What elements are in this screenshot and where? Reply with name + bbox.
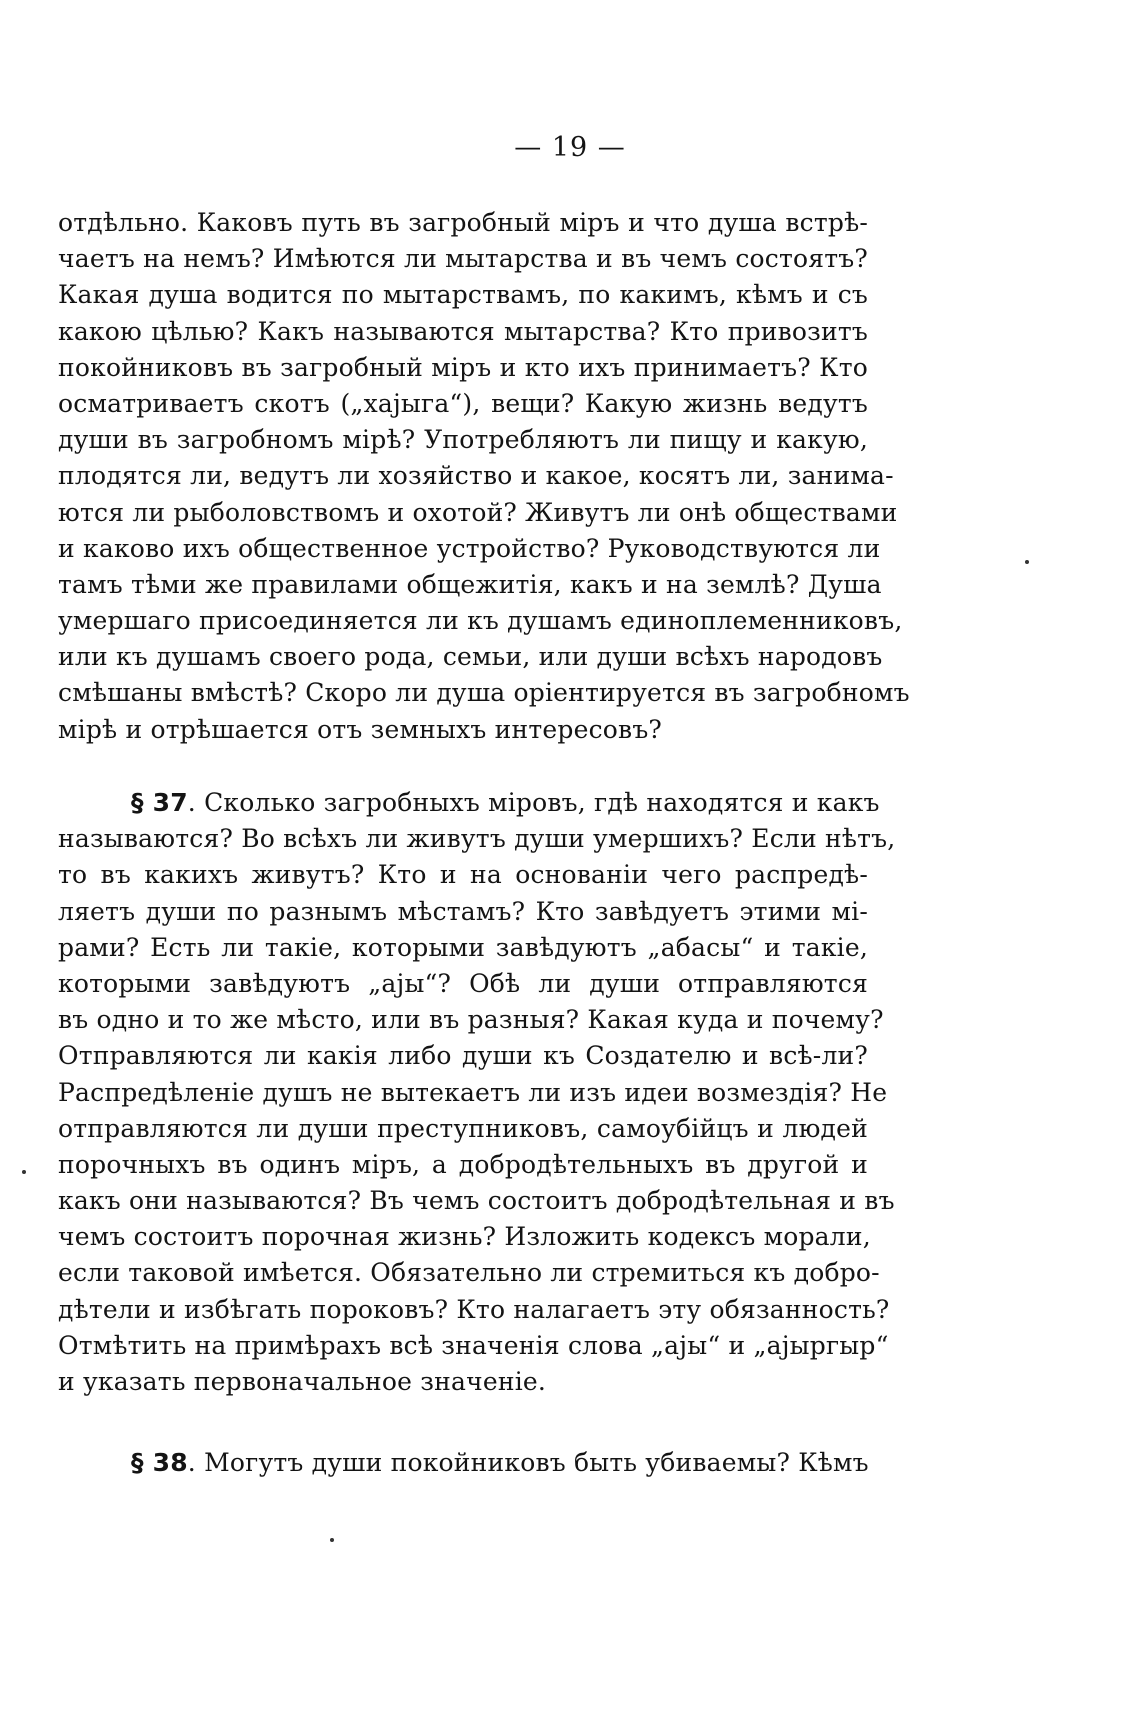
section-37 <box>58 785 896 1400</box>
text-line: чаетъ на немъ? Имѣются ли мытарства и въ чемъ состоятъ? <box>58 244 868 274</box>
text-line: умершаго присоединяется ли къ душамъ единоплеменниковъ, <box>58 606 903 636</box>
text-line: Отмѣтить на примѣрахъ всѣ значенія слова „аjы“ и „аjыргыр“ <box>58 1330 889 1360</box>
text-line: то въ какихъ живутъ? Кто и на основаніи чего распредѣ- <box>58 860 868 890</box>
page-number: — 19 — <box>514 132 626 163</box>
text-line: порочныхъ въ одинъ міръ, а добродѣтельныхъ въ другой и <box>58 1149 868 1179</box>
text-line: ляетъ души по разнымъ мѣстамъ? Кто завѣдуетъ этими мі- <box>58 896 868 926</box>
text-line: какъ они называются? Въ чемъ состоитъ добродѣтельная и въ <box>58 1186 895 1216</box>
text-line: Отправляются ли какія либо души къ Создателю и всѣ-ли? <box>58 1041 868 1071</box>
text-line: въ одно и то же мѣсто, или въ разныя? Какая куда и почему? <box>58 1005 884 1035</box>
text-line: и указать первоначальное значеніе. <box>58 1367 547 1396</box>
text-line: души въ загробномъ мірѣ? Употребляютъ ли пищу и какую, <box>58 425 868 455</box>
section-37-first-line <box>58 785 880 821</box>
text-line: рами? Есть ли такіе, которыми завѣдуютъ „абасы“ и такіе, <box>58 932 868 962</box>
text-line: покойниковъ въ загробный міръ и кто ихъ принимаетъ? Кто <box>58 352 868 382</box>
text-line: какою цѣлью? Какъ называются мытарства? Кто привозитъ <box>58 316 868 346</box>
section-number: § 38 <box>131 1448 188 1477</box>
print-speck <box>330 1538 334 1542</box>
text-line: которыми завѣдуютъ „аjы“? Обѣ ли души отправляются <box>58 968 868 998</box>
text-line: и каково ихъ общественное устройство? Руководствуются ли <box>58 533 881 563</box>
text-line: дѣтели и избѣгать пороковъ? Кто налагаетъ эту обязанность? <box>58 1294 890 1324</box>
print-speck <box>22 1170 26 1174</box>
text-line: смѣшаны вмѣстѣ? Скоро ли душа оріентируется въ загробномъ <box>58 678 910 708</box>
print-speck <box>1025 560 1029 564</box>
section-number: § 37 <box>131 788 188 817</box>
text-fragment: . Могутъ души покойниковъ быть убиваемы? Кѣмъ <box>187 1448 869 1477</box>
text-line: чемъ состоитъ порочная жизнь? Изложить кодексъ морали, <box>58 1222 871 1252</box>
text-line: Распредѣленіе душъ не вытекаетъ ли изъ идеи возмездія? Не <box>58 1077 888 1107</box>
text-line: мірѣ и отрѣшается отъ земныхъ интересовъ? <box>58 714 663 744</box>
text-line: Какая душа водится по мытарствамъ, по какимъ, кѣмъ и съ <box>58 280 868 310</box>
text-line: отдѣльно. Каковъ путь въ загробный міръ и что душа встрѣ- <box>58 208 868 237</box>
section-38 <box>58 1445 868 1481</box>
text-line: называются? Во всѣхъ ли живутъ души умершихъ? Если нѣтъ, <box>58 824 896 854</box>
text-line: плодятся ли, ведутъ ли хозяйство и какое, косятъ ли, занима- <box>58 461 894 491</box>
section-38-first-line <box>58 1445 868 1481</box>
text-line: или къ душамъ своего рода, семьи, или души всѣхъ народовъ <box>58 642 883 672</box>
paragraph-questions-afterlife-path <box>58 205 910 748</box>
text-line: если таковой имѣется. Обязательно ли стремиться къ добро- <box>58 1258 880 1288</box>
text-line: отправляются ли души преступниковъ, самоубійцъ и людей <box>58 1113 868 1143</box>
text-fragment: . Сколько загробныхъ міровъ, гдѣ находятся и какъ <box>187 788 880 817</box>
text-line: тамъ тѣми же правилами общежитія, какъ и на землѣ? Душа <box>58 569 882 599</box>
text-line: ются ли рыболовствомъ и охотой? Живутъ ли онѣ обществами <box>58 497 898 527</box>
text-line: осматриваетъ скотъ („хаjыга“), вещи? Какую жизнь ведутъ <box>58 388 868 418</box>
